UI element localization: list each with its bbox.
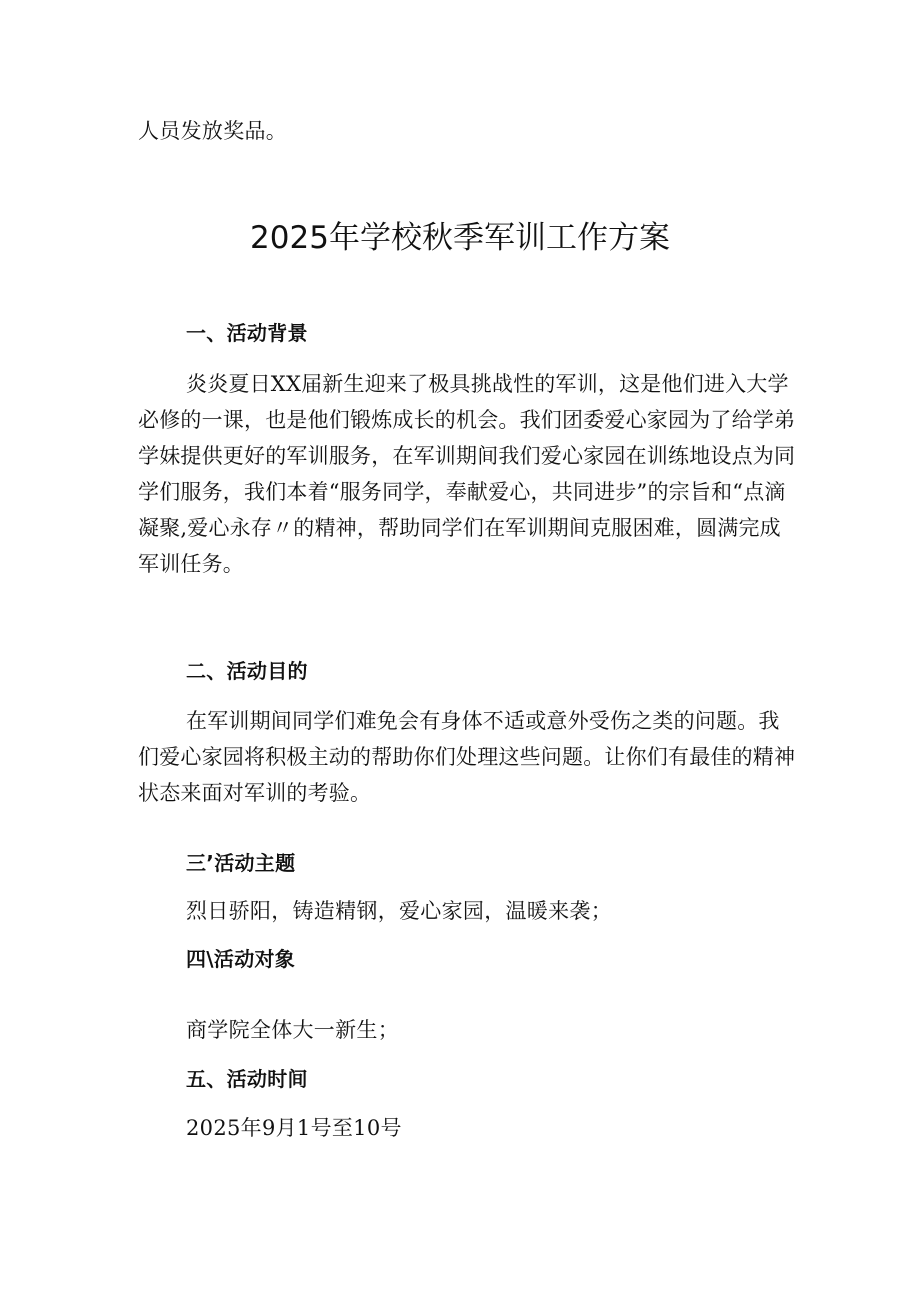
section-heading-target: 四\活动对象: [186, 947, 296, 971]
section-body-background: 炎炎夏日XX届新生迎来了极具挑战性的军训，这是他们进入大学必修的一课，也是他们锻炼成长的机会。我们团委爱心家园为了给学弟学妹提供更好的军训服务，在军训期间我们爱心家园在训练地设点为同学们服务，我们本着“服务同学，奉献爱心，共同进步”的宗旨和“点滴凝聚,爱心永存〃的精神，帮助同学们在军训期间克服困难，圆满完成军训任务。: [138, 372, 796, 576]
continuation-text: 人员发放奖品。: [138, 119, 288, 143]
section-body-theme: 烈日骄阳，铸造精钢，爱心家园，温暖来袭；: [186, 899, 612, 923]
section-body-time: 2025年9月1号至10号: [186, 1116, 402, 1140]
document-title: 2025年学校秋季军训工作方案: [250, 220, 670, 256]
section-heading-theme: 三’活动主题: [186, 851, 296, 875]
section-body-target: 商学院全体大一新生；: [186, 1018, 399, 1042]
section-body-purpose: 在军训期间同学们难免会有身体不适或意外受伤之类的问题。我们爱心家园将积极主动的帮助你们处理这些问题。让你们有最佳的精神状态来面对军训的考验。: [138, 709, 796, 805]
section-heading-background: 一、活动背景: [186, 321, 308, 345]
section-heading-time: 五、活动时间: [186, 1067, 308, 1091]
section-heading-purpose: 二、活动目的: [186, 659, 308, 683]
